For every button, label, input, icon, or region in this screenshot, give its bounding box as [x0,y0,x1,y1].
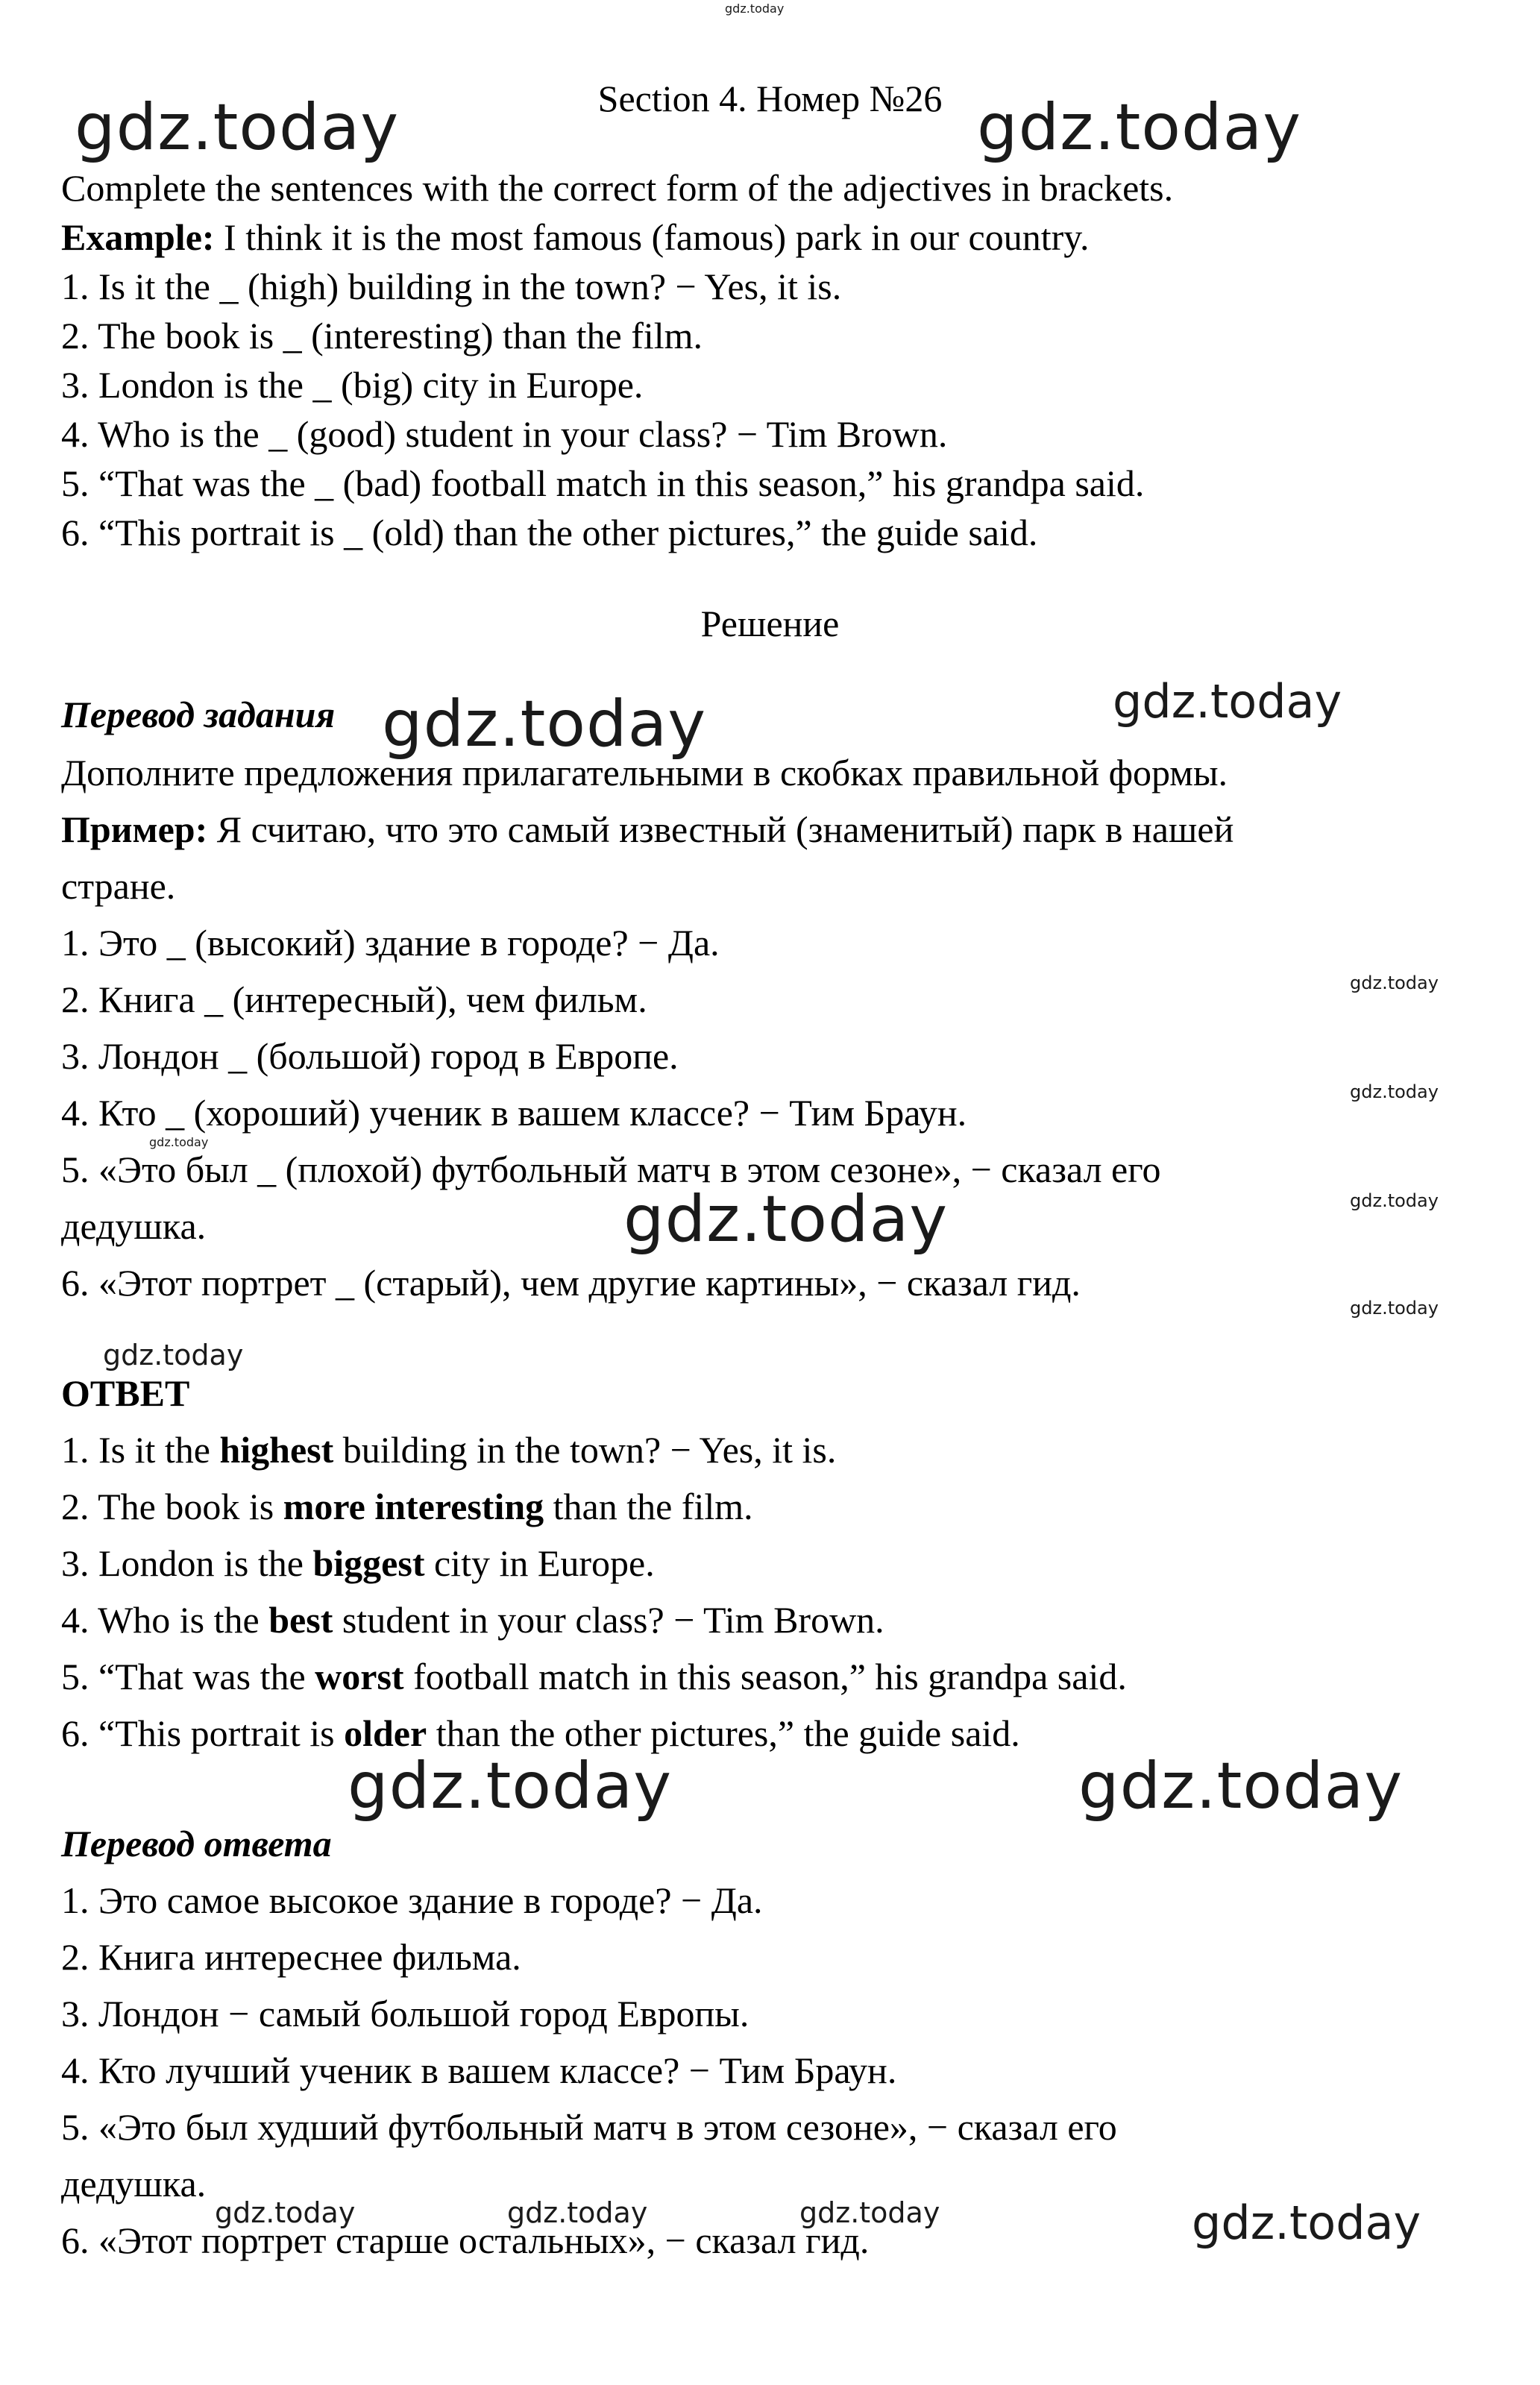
translation-heading: Перевод задания [61,694,336,735]
answer-text: 4. Who is the [61,1599,269,1641]
answer-translation-item: 3. Лондон − самый большой город Европы. [61,1993,749,2034]
translation-item: 5. «Это был _ (плохой) футбольный матч в этом сезоне», − сказал его [61,1148,1161,1190]
translation-item: 6. «Этот портрет _ (старый), чем другие картины», − сказал гид. [61,1262,1081,1304]
answer-word: worst [315,1656,404,1697]
answer-text: city in Europe. [424,1542,655,1584]
answer-text: 2. The book is [61,1486,283,1527]
watermark: gdz.today [348,1749,673,1823]
solution-heading: Решение [700,603,840,644]
answer-item [61,1427,836,1472]
answer-translation-heading: Перевод ответа [61,1823,332,1864]
answer-word: highest [219,1429,334,1471]
task-item: 2. The book is _ (interesting) than the film. [61,315,703,356]
answer-text: 3. London is the [61,1542,313,1584]
watermark: gdz.today [977,90,1302,165]
example-text: I think it is the most famous (famous) park in our country. [214,216,1090,258]
answer-text: student in your class? − Tim Brown. [333,1599,884,1641]
answer-item [61,1541,655,1586]
answer-text: 1. Is it the [61,1429,220,1471]
translation-item-cont: дедушка. [61,1205,207,1247]
answer-item [61,1654,1127,1699]
answer-translation-item: 1. Это самое высокое здание в городе? − Да. [61,1879,763,1921]
task-item: 6. “This portrait is _ (old) than the other pictures,” the guide said. [61,512,1038,553]
answer-heading: ОТВЕТ [61,1372,190,1414]
watermark: gdz.today [1350,972,1439,993]
page-title: Section 4. Номер №26 [597,78,943,119]
answer-word: more interesting [283,1486,544,1527]
watermark: gdz.today [75,90,400,165]
answer-item [61,1484,753,1529]
answer-translation-item: 2. Книга интереснее фильма. [61,1936,521,1978]
watermark: gdz.today [799,2196,940,2229]
watermark: gdz.today [215,2196,356,2229]
answer-translation-item-cont: дедушка. [61,2163,207,2205]
task-item: 1. Is it the _ (high) building in the town? − Yes, it is. [61,265,842,307]
translation-example-label: Пример: [61,808,208,850]
translation-item: 3. Лондон _ (большой) город в Европе. [61,1035,679,1077]
translation-example-text: Я считаю, что это самый известный (знаменитый) парк в нашей [207,808,1234,850]
answer-word: older [344,1712,427,1754]
answer-item [61,1597,884,1642]
watermark: gdz.today [507,2196,648,2229]
example-label: Example: [61,216,215,258]
translation-example [61,807,1233,852]
translation-instruction: Дополните предложения прилагательными в скобках правильной формы. [61,752,1228,794]
watermark: gdz.today [103,1339,244,1371]
watermark: gdz.today [725,1,785,16]
task-item: 4. Who is the _ (good) student in your class? − Tim Brown. [61,413,948,455]
task-instruction: Complete the sentences with the correct form of the adjectives in brackets. [61,167,1174,209]
answer-word: best [268,1599,333,1641]
watermark: gdz.today [1350,1190,1439,1211]
watermark: gdz.today [149,1135,209,1149]
watermark: gdz.today [1192,2196,1421,2250]
answer-text: 5. “That was the [61,1656,315,1697]
watermark: gdz.today [1113,674,1342,729]
answer-text: football match in this season,” his grandpa said. [403,1656,1127,1697]
watermark: gdz.today [1078,1749,1404,1823]
answer-text: than the other pictures,” the guide said. [427,1712,1020,1754]
answer-translation-item: 5. «Это был худший футбольный матч в этом сезоне», − сказал его [61,2106,1117,2148]
answer-word: biggest [312,1542,425,1584]
answer-text: building in the town? − Yes, it is. [333,1429,837,1471]
translation-item: 1. Это _ (высокий) здание в городе? − Да. [61,922,720,964]
answer-translation-item: 4. Кто лучший ученик в вашем классе? − Тим Браун. [61,2049,897,2091]
watermark: gdz.today [623,1182,949,1257]
answer-text: than the film. [544,1486,753,1527]
watermark: gdz.today [1350,1081,1439,1102]
answer-text: 6. “This portrait is [61,1712,345,1754]
watermark: gdz.today [382,687,707,761]
watermark: gdz.today [1350,1298,1439,1319]
task-item: 5. “That was the _ (bad) football match in this season,” his grandpa said. [61,462,1145,504]
task-item: 3. London is the _ (big) city in Europe. [61,364,644,406]
translation-item: 4. Кто _ (хороший) ученик в вашем классе? − Тим Браун. [61,1092,967,1134]
task-example [61,215,1090,260]
answer-translation-item: 6. «Этот портрет старше остальных», − сказал гид. [61,2219,870,2261]
translation-item: 2. Книга _ (интересный), чем фильм. [61,978,647,1020]
translation-example-cont: стране. [61,865,176,907]
